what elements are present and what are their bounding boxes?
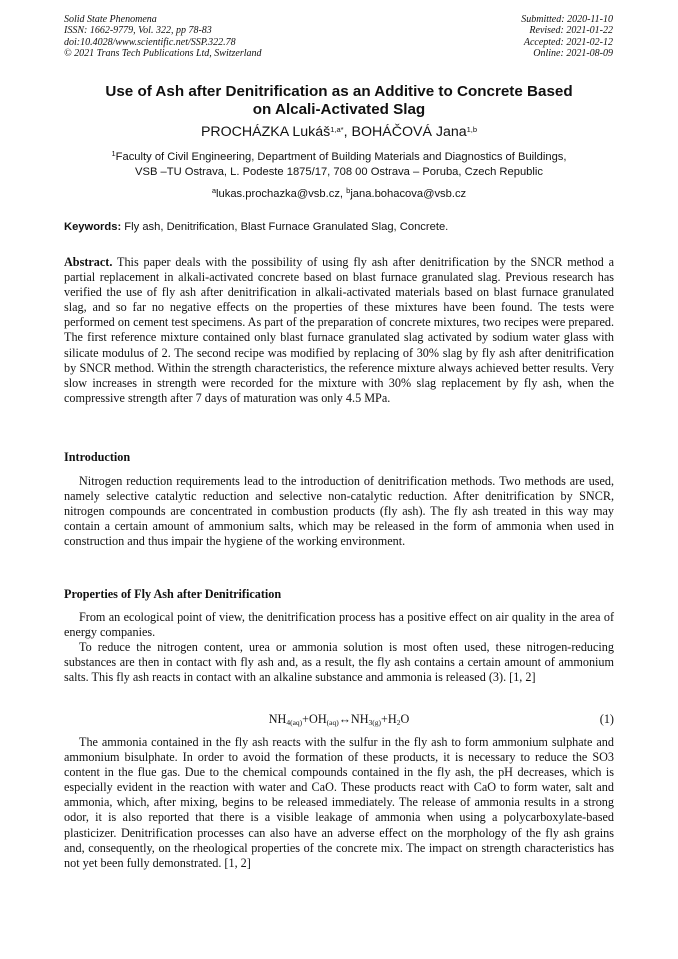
author-2-name: BOHÁČOVÁ Jana bbox=[351, 124, 467, 140]
affiliation-mark: 1 bbox=[111, 149, 116, 158]
properties-section bbox=[64, 610, 614, 685]
equation-1 bbox=[64, 712, 614, 728]
equation-number: (1) bbox=[599, 712, 614, 726]
author-2-affil-mark: 1,b bbox=[466, 125, 478, 134]
date-revised: Revised: 2021-01-22 bbox=[529, 25, 613, 37]
introduction-section bbox=[64, 474, 614, 549]
properties-continued bbox=[64, 735, 614, 871]
keywords bbox=[64, 220, 614, 234]
equilibrium-arrow: ↔ bbox=[338, 712, 351, 726]
date-submitted: Submitted: 2020-11-10 bbox=[521, 14, 613, 25]
affiliation-line-1: $^1$Faculty of Civil Engineering, Department of Building Materials and Diagnostics of Buildings, bbox=[111, 149, 567, 163]
author-1-affil-mark: 1,a* bbox=[330, 125, 344, 134]
section-heading-properties: Properties of Fly Ash after Denitrification bbox=[64, 587, 282, 601]
journal-issn: ISSN: 1662-9779, Vol. 322, pp 78-83 bbox=[64, 25, 212, 37]
journal-copyright: © 2021 Trans Tech Publications Ltd, Switzerland bbox=[64, 48, 262, 60]
journal-doi: doi:10.4028/www.scientific.net/SSP.322.78 bbox=[64, 36, 236, 48]
keywords-label: Keywords: bbox=[64, 221, 122, 233]
properties-paragraph-2: To reduce the nitrogen content, urea or ammonia solution is most often used, these nitrogen-reducing substances are then in contact with fly ash and, as a result, the fly ash contains a certain amount of ammonium salts. This fly ash reacts in contact with an alkaline substance and ammonia is released (3). [1, 2] bbox=[64, 640, 614, 685]
author-1-name: PROCHÁZKA Lukáš bbox=[200, 124, 331, 140]
date-online: Online: 2021-08-09 bbox=[533, 48, 613, 60]
affiliation bbox=[64, 150, 614, 180]
introduction-paragraph: Nitrogen reduction requirements lead to the introduction of denitrification methods. Two methods are used, namely selective catalytic reduction and selective non-catalytic reduction. After denitrification by SNCR, nitrogen compounds are concentrated in combustion products (fly ash). The fly ash treated in this way may contain a certain amount of ammonium salts, which may be released in the form of ammonia when used in construction and thus impair the hygiene of the working environment. bbox=[64, 474, 614, 549]
email-a-mark: a bbox=[211, 186, 217, 195]
email-b[interactable]: jana.bohacova@vsb.cz bbox=[350, 188, 467, 200]
email-b-mark: b bbox=[346, 186, 351, 195]
abstract-text: This paper deals with the possibility of using fly ash after denitrification by the SNCR method a partial replacement in alkali-activated concrete based on blast furnace granulated slag. Previous research has verified the use of fly ash after denitrification in alkali-activated materials based on blast furnace granulated slag, and so far no negative effects on the properties of these mixtures have been found. The tests were performed on cement test specimens. As part of the preparation of concrete mixtures, two recipes were prepared. The first reference mixture contained only blast furnace granulated slag activated by sodium water glass with silicate modulus of 2. The second recipe was modified by replacing of 30% slag by fly ash after denitrification by SNCR method. Within the strength characteristics, the reference mixture always achieved better results. Very slow increases in strength were recorded for the mixture with 30% slag replacement by fly ash, when the compressive strength after 7 days of maturation was only 4.5 MPa. bbox=[64, 255, 614, 405]
affiliation-line-2: VSB –TU Ostrava, L. Podeste 1875/17, 708 00 Ostrava – Poruba, Czech Republic bbox=[135, 166, 543, 178]
author-list bbox=[64, 124, 614, 141]
paper-title bbox=[64, 83, 614, 118]
abstract-label: Abstract. bbox=[64, 255, 113, 269]
email-a[interactable]: lukas.prochazka@vsb.cz bbox=[216, 188, 340, 200]
keywords-text: Fly ash, Denitrification, Blast Furnace Granulated Slag, Concrete. bbox=[121, 221, 449, 233]
abstract bbox=[64, 255, 614, 406]
author-emails bbox=[64, 187, 614, 201]
date-accepted: Accepted: 2021-02-12 bbox=[523, 36, 613, 48]
journal-info bbox=[64, 14, 262, 60]
properties-paragraph-3: The ammonia contained in the fly ash reacts with the sulfur in the fly ash to form ammonium sulphate and ammonium bisulphate. In order to avoid the formation of these products, it is necessary to reduce the SO3 content in the flue gas. Due to the chemical compounds contained in the fly ash, the pH decreases, which is especially evident in the reaction with water and CaO. These products react with CaO to form water, salt and ammonia, which, after mixing, begins to be released immediately. The release of ammonia results in a strong odor, it is also reported that there is a visible leakage of ammonia when using a polycarboxylate-based plasticizer. Denitrification processes can also have an adverse effect on the morphology of the fly ash grains and, consequently, on the rheological properties of the concrete mix. The impact on strength characteristics has not yet been fully demonstrated. [1, 2] bbox=[64, 735, 614, 870]
title-line-1: Use of Ash after Denitrification as an Additive to Concrete Based bbox=[105, 83, 573, 100]
submission-dates bbox=[521, 14, 613, 60]
equation-formula: $NH_{4(aq)}+OH_{(aq)}\leftrightarrow NH_{3(g)}+H_2O$ bbox=[268, 712, 410, 727]
email-separator: , bbox=[339, 188, 347, 200]
section-heading-introduction: Introduction bbox=[64, 450, 131, 464]
journal-name: Solid State Phenomena bbox=[64, 14, 157, 25]
title-line-2: on Alcali-Activated Slag bbox=[252, 100, 426, 118]
author-separator: , bbox=[343, 124, 352, 140]
properties-paragraph-1: From an ecological point of view, the denitrification process has a positive effect on air quality in the area of energy companies. bbox=[64, 610, 614, 640]
